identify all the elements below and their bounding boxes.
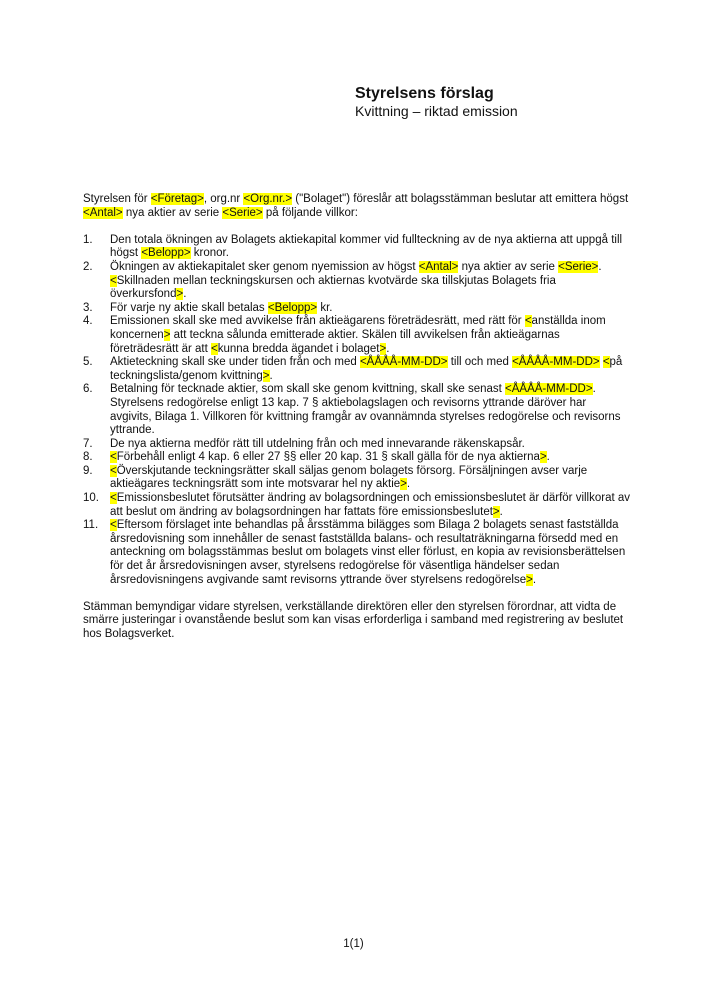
list-item-text xyxy=(110,234,630,261)
list-item-number: 3. xyxy=(83,301,93,314)
list-item-number: 9. xyxy=(83,464,93,477)
placeholder-highlight: < xyxy=(211,342,218,355)
placeholder-highlight: <Serie> xyxy=(558,260,599,273)
list-item-text xyxy=(110,519,630,587)
text-segment: ("Bolaget") föreslår att bolagsstämman beslutar att emittera högst xyxy=(292,193,629,205)
placeholder-highlight: <Belopp> xyxy=(141,247,191,260)
placeholder-highlight: > xyxy=(262,369,270,382)
list-item xyxy=(83,465,630,492)
text-segment: på följande villkor: xyxy=(262,206,358,219)
placeholder-highlight: <Antal> xyxy=(83,206,123,219)
placeholder-highlight: <Företag> xyxy=(150,193,204,205)
list-item-text xyxy=(110,302,630,316)
list-item-number: 5. xyxy=(83,356,93,369)
placeholder-highlight: > xyxy=(400,478,407,491)
text-segment: att teckna sålunda emitterade aktier. Skälen till avvikelsen från aktieägarnas företrädesrätt är att xyxy=(110,328,560,355)
text-segment: Aktieteckning skall ske under tiden från och med xyxy=(110,356,360,369)
list-item-text xyxy=(110,451,630,465)
document-body xyxy=(83,193,630,642)
list-item-text xyxy=(110,383,630,437)
text-segment: Förbehåll enligt 4 kap. 6 eller 27 §§ eller 20 kap. 31 § skall gälla för de nya aktierna xyxy=(116,451,540,464)
placeholder-highlight: > xyxy=(176,288,184,301)
text-segment: Ökningen av aktiekapitalet sker genom nyemission av högst xyxy=(110,260,419,273)
intro-paragraph xyxy=(83,193,630,220)
text-segment: Styrelsen för xyxy=(83,193,151,205)
list-item-number: 1. xyxy=(83,233,93,246)
placeholder-highlight: > xyxy=(539,451,547,464)
text-segment: . Styrelsens redogörelse enligt 13 kap. 7 § aktiebolagslagen och revisorns yttrande däröver har avgivits, Bilaga 1. Villkoren för kvittning framgår av ovannämnda styrelses redogörelse och revisorns yttrande. xyxy=(110,383,621,437)
placeholder-highlight: < xyxy=(110,274,117,287)
placeholder-highlight: <ÅÅÅÅ-MM-DD> xyxy=(505,383,593,396)
text-segment: kronor. xyxy=(190,247,229,260)
list-item-text xyxy=(110,492,630,519)
placeholder-highlight: < xyxy=(110,464,117,477)
placeholder-highlight: <ÅÅÅÅ-MM-DD> xyxy=(512,356,600,369)
list-item xyxy=(83,356,630,383)
list-item xyxy=(83,383,630,437)
list-item xyxy=(83,492,630,519)
list-item-number: 7. xyxy=(83,437,93,450)
placeholder-highlight: <ÅÅÅÅ-MM-DD> xyxy=(359,356,448,369)
placeholder-highlight: < xyxy=(110,451,117,464)
document-subtitle: Kvittning – riktad emission xyxy=(355,103,518,119)
placeholder-highlight: < xyxy=(110,492,117,505)
list-item xyxy=(83,451,630,465)
placeholder-highlight: <Serie> xyxy=(222,206,263,219)
text-segment: . xyxy=(598,260,602,273)
text-segment: För varje ny aktie skall betalas xyxy=(110,301,268,314)
text-segment: Eftersom förslaget inte behandlas på årsstämma bilägges som Bilaga 2 bolagets senast fastställda årsredovisning som innehåller de senast fastställda balans- och resultaträkningarna försedd med en anteckning om bolagsstämmas beslut om bolagets vinst eller förlust, en kopia av revisionsberättelsen för det år årsredovisningen avser, styrelsens redogörelse för väsentliga händelser sedan årsredovisningens avgivande samt revisorns yttrande över styrelsens redogörelse xyxy=(110,519,626,586)
placeholder-highlight: < xyxy=(110,519,117,532)
list-item xyxy=(83,315,630,356)
placeholder-highlight: <Belopp> xyxy=(267,301,318,314)
placeholder-highlight: < xyxy=(524,315,532,328)
text-segment: på teckningslista/genom kvittning xyxy=(110,356,623,382)
placeholder-highlight: > xyxy=(492,505,500,518)
text-segment: nya aktier av serie xyxy=(122,206,223,219)
list-item-number: 2. xyxy=(83,260,93,273)
text-segment: Överskjutande teckningsrätter skall säljas genom bolagets försorg. Försäljningen avser varje aktieägares teckningsrätt som inte motsvarar hel ny aktie xyxy=(110,464,588,491)
text-segment: Skillnaden mellan teckningskursen och aktiernas kvotvärde ska tillskjutas Bolagets fria överkursfond xyxy=(110,274,556,301)
list-item-text xyxy=(110,465,630,492)
list-item-text xyxy=(110,261,630,302)
text-segment: , org.nr xyxy=(203,193,244,205)
placeholder-highlight: <Antal> xyxy=(418,260,459,273)
placeholder-highlight: < xyxy=(602,356,610,369)
text-segment: . xyxy=(499,505,503,518)
text-segment: . xyxy=(532,573,537,586)
list-item-number: 11. xyxy=(83,519,99,532)
list-item xyxy=(83,234,630,261)
text-segment: . xyxy=(183,288,187,301)
document-title: Styrelsens förslag xyxy=(355,85,494,102)
placeholder-highlight: > xyxy=(526,573,533,586)
list-item xyxy=(83,438,630,452)
list-item-text xyxy=(110,356,630,383)
placeholder-highlight: <Org.nr.> xyxy=(243,193,293,205)
title-block xyxy=(355,84,518,119)
list-item-text xyxy=(110,438,630,452)
placeholder-highlight: > xyxy=(163,328,171,341)
text-segment: . xyxy=(269,369,273,382)
placeholder-highlight: > xyxy=(379,342,387,355)
text-segment: . xyxy=(406,478,411,491)
text-segment: De nya aktierna medför rätt till utdelning från och med innevarande räkenskapsår. xyxy=(110,437,525,450)
text-segment: kunna bredda ägandet i bolaget xyxy=(217,342,380,355)
text-segment: . xyxy=(386,342,390,355)
list-item xyxy=(83,261,630,302)
text-segment: Betalning för tecknade aktier, som skall ske genom kvittning, skall ske senast xyxy=(110,383,506,396)
conditions-list xyxy=(83,234,630,587)
list-item xyxy=(83,302,630,316)
text-segment: Den totala ökningen av Bolagets aktiekapital kommer vid fullteckning av de nya aktierna att uppgå till högst xyxy=(110,233,623,260)
text-segment: till och med xyxy=(447,356,513,369)
list-item-number: 4. xyxy=(83,315,93,328)
list-item xyxy=(83,519,630,587)
text-segment: Emissionen skall ske med avvikelse från aktieägarens företrädesrätt, med rätt för xyxy=(110,315,525,328)
text-segment: anställda inom koncernen xyxy=(110,315,606,341)
text-segment: . xyxy=(546,451,550,464)
text-segment: kr. xyxy=(317,301,333,314)
text-segment: Emissionsbeslutet förutsätter ändring av bolagsordningen och emissionsbeslutet är därför villkorat av att beslut om ändring av bolagsordningen har fattats före emissionsbeslutet xyxy=(110,492,631,518)
closing-paragraph: Stämman bemyndigar vidare styrelsen, verkställande direktören eller den styrelsen förordnar, att vidta de smärre justeringar i ovanstående beslut som kan visas erforderliga i samband med registrering av beslutet hos Bolagsverket. xyxy=(83,600,624,640)
list-item-text xyxy=(110,315,630,356)
text-segment: nya aktier av serie xyxy=(458,260,559,273)
list-item-number: 10. xyxy=(83,492,99,505)
list-item-number: 6. xyxy=(83,383,93,396)
page-number: 1(1) xyxy=(343,938,364,950)
list-item-number: 8. xyxy=(83,451,93,464)
